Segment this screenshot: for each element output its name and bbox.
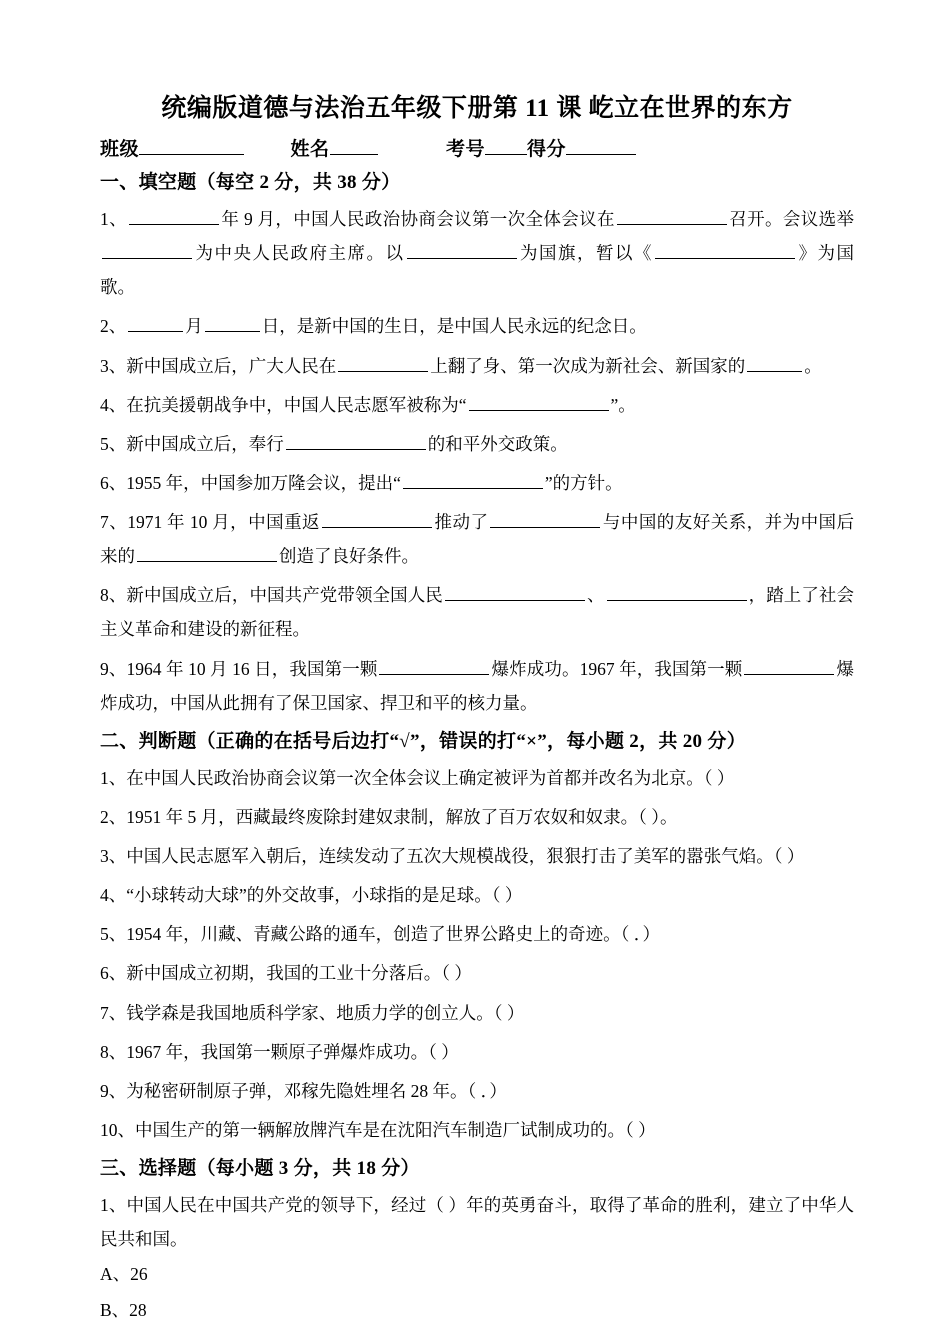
q-text: 创造了良好条件。 — [279, 546, 419, 567]
answer-blank[interactable] — [747, 352, 802, 371]
q-text: 1、 — [100, 209, 127, 229]
q-text: 5、新中国成立后，奉行 — [100, 433, 284, 454]
section-heading-2: 二、判断题（正确的在括号后边打“√”，错误的打“×”，每小题 2，共 20 分） — [100, 730, 747, 752]
answer-blank[interactable] — [407, 240, 517, 259]
q-text: 年 9 月，中国人民政治协商会议第一次全体会议在 — [221, 209, 615, 229]
answer-blank[interactable] — [655, 240, 795, 259]
q-text: 的和平外交政策。 — [427, 433, 568, 454]
q-text: ，踏上了社会主义革命和建设的新征程。 — [100, 585, 855, 640]
q-text: 召开。会议选举 — [728, 209, 855, 229]
q-text: 3、新中国成立后，广大人民在 — [100, 355, 337, 376]
question-1-6 — [100, 466, 854, 500]
q-text: 。 — [804, 355, 822, 376]
q-text: 爆炸成功。1967 年，我国第一颗 — [491, 658, 743, 679]
q-text: 与中国的友好关系，并为中国后来的 — [100, 512, 855, 567]
answer-blank[interactable] — [128, 313, 183, 332]
class-label: 班级 — [100, 139, 140, 160]
answer-blank[interactable] — [379, 655, 489, 674]
q-text: 上翻了身、第一次成为新社会、新国家的 — [430, 355, 746, 376]
question-2-7: 7、钱学森是我国地质科学家、地质力学的创立人。（ ） — [100, 1002, 525, 1023]
question-2-4: 4、“小球转动大球”的外交故事，小球指的是足球。（ ） — [100, 885, 523, 906]
answer-blank[interactable] — [102, 240, 192, 259]
q-text: 为中央人民政府主席。以 — [194, 243, 405, 264]
option-a[interactable]: A、26 — [100, 1264, 148, 1285]
q-text: 日，是新中国的生日，是中国人民永远的纪念日。 — [261, 316, 647, 337]
question-2-5: 5、1954 年，川藏、青藏公路的通车，创造了世界公路史上的奇迹。（ ．） — [100, 924, 660, 945]
q-text: 》为国歌。 — [100, 243, 854, 298]
score-blank[interactable] — [566, 135, 636, 155]
question-1-3 — [100, 349, 854, 383]
page-title: 统编版道德与法治五年级下册第 11 课 屹立在世界的东方 — [161, 95, 793, 122]
class-blank[interactable] — [139, 135, 244, 155]
q-text: 月 — [185, 316, 203, 337]
q-text: 8、新中国成立后，中国共产党带领全国人民 — [100, 585, 443, 606]
question-1-4 — [100, 388, 854, 422]
question-2-6: 6、新中国成立初期，我国的工业十分落后。（ ） — [100, 963, 472, 984]
answer-blank[interactable] — [445, 582, 585, 601]
answer-blank[interactable] — [338, 352, 428, 371]
q-text: ”的方针。 — [544, 472, 623, 493]
answer-blank[interactable] — [137, 543, 277, 562]
question-2-1: 1、在中国人民政治协商会议第一次全体会议上确定被评为首都并改名为北京。（ ） — [100, 767, 735, 788]
score-label: 得分 — [527, 139, 567, 160]
q-text: 4、在抗美援朝战争中，中国人民志愿军被称为“ — [100, 394, 467, 415]
question-1-5 — [100, 427, 854, 461]
q-text: 6、1955 年，中国参加万隆会议，提出“ — [100, 472, 401, 493]
exam-no-label: 考号 — [446, 139, 486, 160]
q-text: 2、 — [100, 316, 127, 337]
answer-blank[interactable] — [286, 430, 426, 449]
answer-blank[interactable] — [129, 206, 219, 225]
answer-blank[interactable] — [490, 509, 600, 528]
answer-blank[interactable] — [322, 509, 432, 528]
student-info-line — [100, 134, 854, 161]
option-b[interactable]: B、28 — [100, 1299, 147, 1320]
question-1-8 — [100, 578, 854, 646]
answer-blank[interactable] — [607, 582, 747, 601]
question-1-2 — [100, 309, 854, 343]
question-3-1: 1、中国人民在中国共产党的领导下，经过（ ）年的英勇奋斗，取得了革命的胜利，建立了中华人民共和国。 — [100, 1195, 854, 1250]
q-text: 推动了 — [434, 512, 489, 532]
q-text: 9、1964 年 10 月 16 日，我国第一颗 — [100, 658, 378, 679]
question-2-2: 2、1951 年 5 月，西藏最终废除封建奴隶制，解放了百万农奴和奴隶。（ ）。 — [100, 806, 678, 827]
question-2-3: 3、中国人民志愿军入朝后，连续发动了五次大规模战役，狠狠打击了美军的嚣张气焰。（ ） — [100, 846, 805, 866]
answer-blank[interactable] — [205, 313, 260, 332]
section-heading-3: 三、选择题（每小题 3 分，共 18 分） — [100, 1158, 420, 1179]
q-text: ”。 — [610, 394, 636, 415]
question-1-7 — [100, 505, 854, 573]
question-1-1 — [100, 202, 854, 304]
question-2-10: 10、中国生产的第一辆解放牌汽车是在沈阳汽车制造厂试制成功的。（ ） — [100, 1119, 656, 1140]
question-1-9 — [100, 652, 854, 720]
name-label: 姓名 — [290, 139, 330, 160]
q-text: 7、1971 年 10 月，中国重返 — [100, 512, 321, 532]
q-text: 、 — [586, 585, 605, 606]
answer-blank[interactable] — [744, 655, 834, 674]
answer-blank[interactable] — [617, 206, 727, 225]
answer-blank[interactable] — [403, 470, 543, 489]
name-blank[interactable] — [330, 135, 378, 155]
answer-blank[interactable] — [469, 391, 609, 410]
section-heading-1: 一、填空题（每空 2 分，共 38 分） — [100, 172, 401, 193]
question-2-9: 9、为秘密研制原子弹，邓稼先隐姓埋名 28 年。（ ．） — [100, 1080, 507, 1101]
exam-no-blank[interactable] — [485, 135, 527, 155]
question-2-8: 8、1967 年，我国第一颗原子弹爆炸成功。（ ） — [100, 1041, 459, 1062]
q-text: 爆炸成功，中国从此拥有了保卫国家、捍卫和平的核力量。 — [100, 658, 855, 713]
q-text: 为国旗，暂以《 — [518, 243, 653, 264]
